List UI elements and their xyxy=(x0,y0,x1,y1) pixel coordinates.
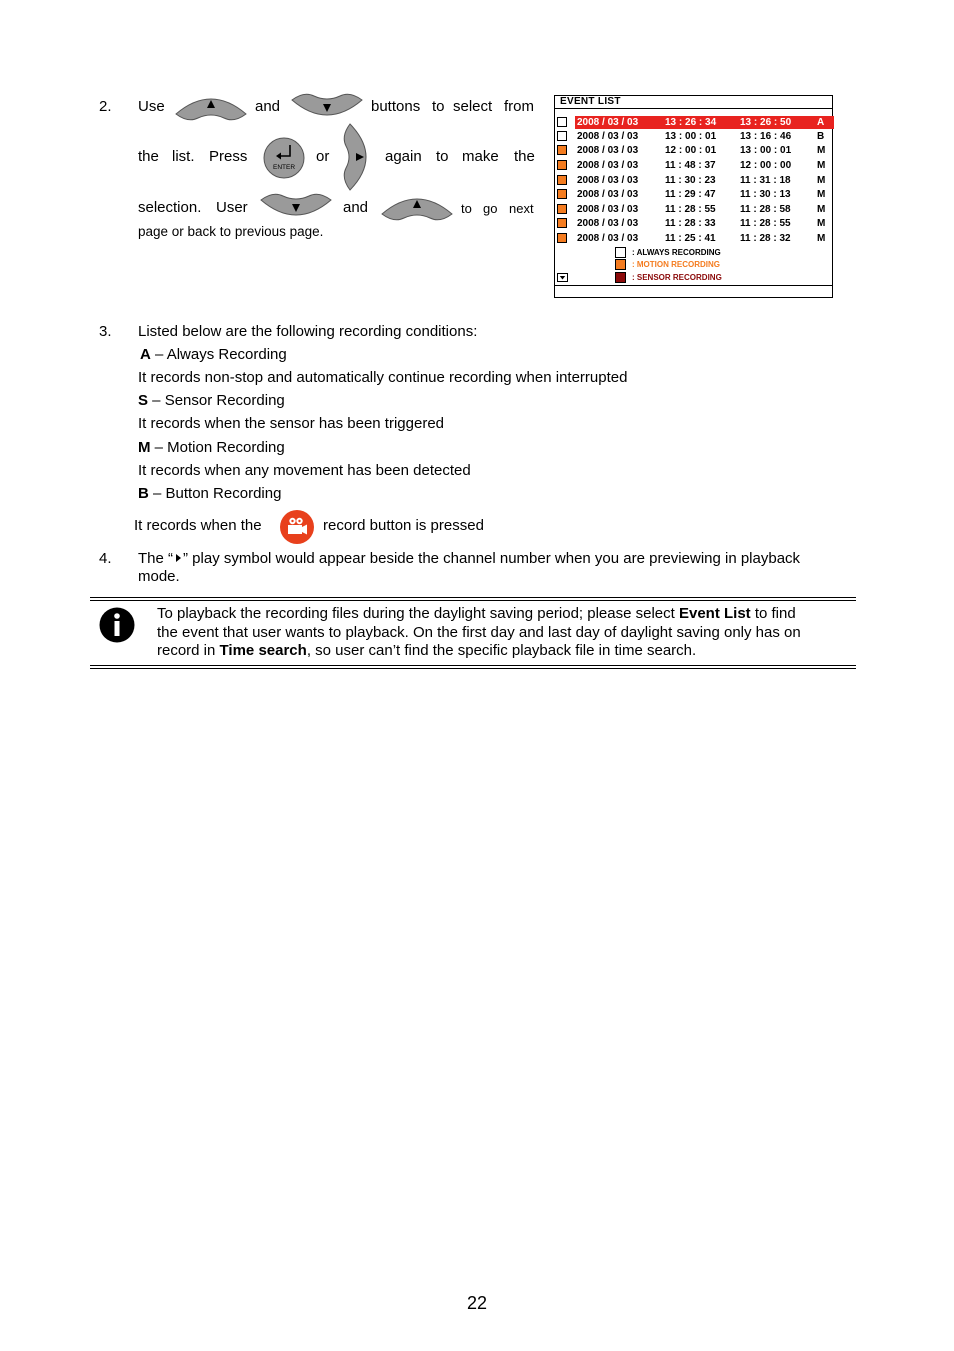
step-4-text-before: The “ xyxy=(138,550,174,567)
event-date: 2008 / 03 / 03 xyxy=(577,175,639,186)
event-row[interactable] xyxy=(555,159,834,172)
event-date: 2008 / 03 / 03 xyxy=(577,145,639,156)
legend-label: : SENSOR RECORDING xyxy=(632,273,722,282)
condition-s-name: – Sensor Recording xyxy=(148,392,285,409)
event-start-time: 11 : 28 : 33 xyxy=(665,218,716,229)
word-select: select xyxy=(453,98,493,115)
word-buttons: buttons xyxy=(371,98,421,115)
info-icon xyxy=(99,607,135,643)
legend-label: : ALWAYS RECORDING xyxy=(632,248,721,257)
note-bottom-rule-2 xyxy=(90,668,856,669)
enter-label: ENTER xyxy=(272,164,296,171)
event-end-time: 13 : 00 : 01 xyxy=(740,145,792,156)
event-end-time: 11 : 31 : 18 xyxy=(740,175,791,186)
event-list-title: EVENT LIST xyxy=(555,96,832,109)
step-3-number: 3. xyxy=(99,323,112,340)
note-top-rule xyxy=(90,597,856,598)
event-start-time: 11 : 29 : 47 xyxy=(665,189,716,200)
note-top-rule-2 xyxy=(90,600,856,601)
event-type-swatch xyxy=(557,145,567,155)
word-and: and xyxy=(255,98,281,115)
word-the: the xyxy=(138,148,159,165)
event-type: M xyxy=(817,233,826,244)
enter-button-icon xyxy=(262,136,306,180)
word-selection: selection. xyxy=(138,199,202,216)
event-date: 2008 / 03 / 03 xyxy=(577,233,639,244)
word-user: User xyxy=(216,199,248,216)
page-number: 22 xyxy=(466,1293,488,1313)
down-button-icon xyxy=(290,90,364,124)
legend-swatch xyxy=(615,272,626,283)
event-type: M xyxy=(817,218,826,229)
event-row[interactable] xyxy=(555,174,834,187)
event-type: M xyxy=(817,145,826,156)
word-or: or xyxy=(316,148,330,165)
event-type: M xyxy=(817,189,826,200)
event-type: B xyxy=(817,131,825,142)
word-use: Use xyxy=(138,98,165,115)
word-press: Press xyxy=(209,148,248,165)
word-and-2: and xyxy=(343,199,369,216)
down-button-icon-2 xyxy=(259,190,333,224)
event-end-time: 13 : 16 : 46 xyxy=(740,131,792,142)
event-list-panel xyxy=(554,95,833,298)
event-date: 2008 / 03 / 03 xyxy=(577,218,639,229)
event-date: 2008 / 03 / 03 xyxy=(577,189,639,200)
word-list: list. xyxy=(172,148,195,165)
right-button-icon xyxy=(340,122,374,192)
event-list-footer-divider xyxy=(555,285,832,286)
condition-s xyxy=(138,392,285,410)
condition-a xyxy=(140,346,287,364)
event-type: M xyxy=(817,204,826,215)
event-date: 2008 / 03 / 03 xyxy=(577,131,639,142)
up-button-icon xyxy=(174,90,248,124)
event-row[interactable] xyxy=(555,144,834,157)
event-start-time: 11 : 48 : 37 xyxy=(665,160,716,171)
word-next: next xyxy=(509,201,534,216)
event-start-time: 11 : 30 : 23 xyxy=(665,175,716,186)
condition-m-name: – Motion Recording xyxy=(150,439,285,456)
word-to: to xyxy=(432,98,445,115)
record-button-icon xyxy=(279,509,315,545)
step-4-number: 4. xyxy=(99,550,112,567)
event-end-time: 11 : 28 : 55 xyxy=(740,218,791,229)
event-type-swatch xyxy=(557,189,567,199)
play-symbol-icon xyxy=(173,552,183,564)
event-end-time: 13 : 26 : 50 xyxy=(740,117,792,128)
note-line-2: the event that user wants to playback. On the first day and last day of daylight saving only has on xyxy=(157,623,801,641)
condition-m xyxy=(138,439,285,457)
event-type-swatch xyxy=(557,218,567,228)
step-4-line-2: mode. xyxy=(138,568,180,585)
step-2-line-4: page or back to previous page. xyxy=(138,224,324,239)
word-from: from xyxy=(504,98,534,115)
event-row[interactable] xyxy=(555,130,834,143)
condition-a-name: – Always Recording xyxy=(150,346,287,363)
event-row[interactable] xyxy=(555,217,834,230)
condition-b-key: B xyxy=(138,485,149,502)
event-row[interactable] xyxy=(555,188,834,201)
note-bottom-rule xyxy=(90,665,856,666)
event-row[interactable] xyxy=(555,203,834,216)
condition-a-desc: It records non-stop and automatically continue recording when interrupted xyxy=(138,369,628,386)
event-row[interactable] xyxy=(555,116,834,129)
word-to-2: to xyxy=(436,148,449,165)
event-date: 2008 / 03 / 03 xyxy=(577,204,639,215)
event-type-swatch xyxy=(557,233,567,243)
event-end-time: 11 : 28 : 32 xyxy=(740,233,791,244)
note-line-1 xyxy=(157,605,847,624)
event-type-swatch xyxy=(557,204,567,214)
event-date: 2008 / 03 / 03 xyxy=(577,117,639,128)
word-again: again xyxy=(385,148,422,165)
event-type-swatch xyxy=(557,131,567,141)
event-row[interactable] xyxy=(555,232,834,245)
step-4-line-1 xyxy=(138,550,800,568)
legend-swatch xyxy=(615,247,626,258)
condition-m-key: M xyxy=(138,439,151,456)
word-go: go xyxy=(483,201,498,216)
event-end-time: 11 : 28 : 58 xyxy=(740,204,791,215)
event-end-time: 11 : 30 : 13 xyxy=(740,189,791,200)
note-time-search-bold: Time search xyxy=(219,642,307,659)
word-make: make xyxy=(462,148,499,165)
event-type-swatch xyxy=(557,175,567,185)
event-start-time: 13 : 26 : 34 xyxy=(665,117,717,128)
legend-swatch xyxy=(615,259,626,270)
event-start-time: 13 : 00 : 01 xyxy=(665,131,717,142)
step-4-text-after: ” play symbol would appear beside the channel number when you are previewing in playback xyxy=(183,550,801,567)
note-line-3-after: , so user can’t find the specific playback file in time search. xyxy=(306,642,697,659)
event-start-time: 12 : 00 : 01 xyxy=(665,145,717,156)
up-button-icon-2 xyxy=(380,190,454,224)
condition-b xyxy=(138,485,281,503)
step-3-intro: Listed below are the following recording conditions: xyxy=(138,323,478,340)
event-start-time: 11 : 28 : 55 xyxy=(665,204,716,215)
note-line-3 xyxy=(157,642,847,661)
legend-label: : MOTION RECORDING xyxy=(632,260,720,269)
condition-a-key: A xyxy=(140,346,151,363)
step-number: 2. xyxy=(99,98,112,115)
note-event-list-bold: Event List xyxy=(678,605,751,622)
condition-b-name: – Button Recording xyxy=(148,485,282,502)
word-to-3: to xyxy=(461,201,472,216)
event-end-time: 12 : 00 : 00 xyxy=(740,160,792,171)
note-line-3-before: record in xyxy=(157,642,220,659)
note-line-1-before: To playback the recording files during the daylight saving period; please select xyxy=(157,605,679,622)
event-type: A xyxy=(817,117,825,128)
event-date: 2008 / 03 / 03 xyxy=(577,160,639,171)
condition-s-desc: It records when the sensor has been triggered xyxy=(138,415,445,432)
condition-b-desc-before: It records when the xyxy=(134,517,262,534)
event-type-swatch xyxy=(557,160,567,170)
event-start-time: 11 : 25 : 41 xyxy=(665,233,716,244)
event-type-swatch xyxy=(557,117,567,127)
condition-b-desc-after: record button is pressed xyxy=(323,517,484,534)
note-line-1-after: to find xyxy=(750,605,796,622)
note-text xyxy=(157,605,847,661)
event-type: M xyxy=(817,175,826,186)
scroll-down-icon[interactable] xyxy=(557,273,568,282)
condition-s-key: S xyxy=(138,392,149,409)
event-type: M xyxy=(817,160,826,171)
condition-m-desc: It records when any movement has been detected xyxy=(138,462,471,479)
word-the-2: the xyxy=(514,148,535,165)
